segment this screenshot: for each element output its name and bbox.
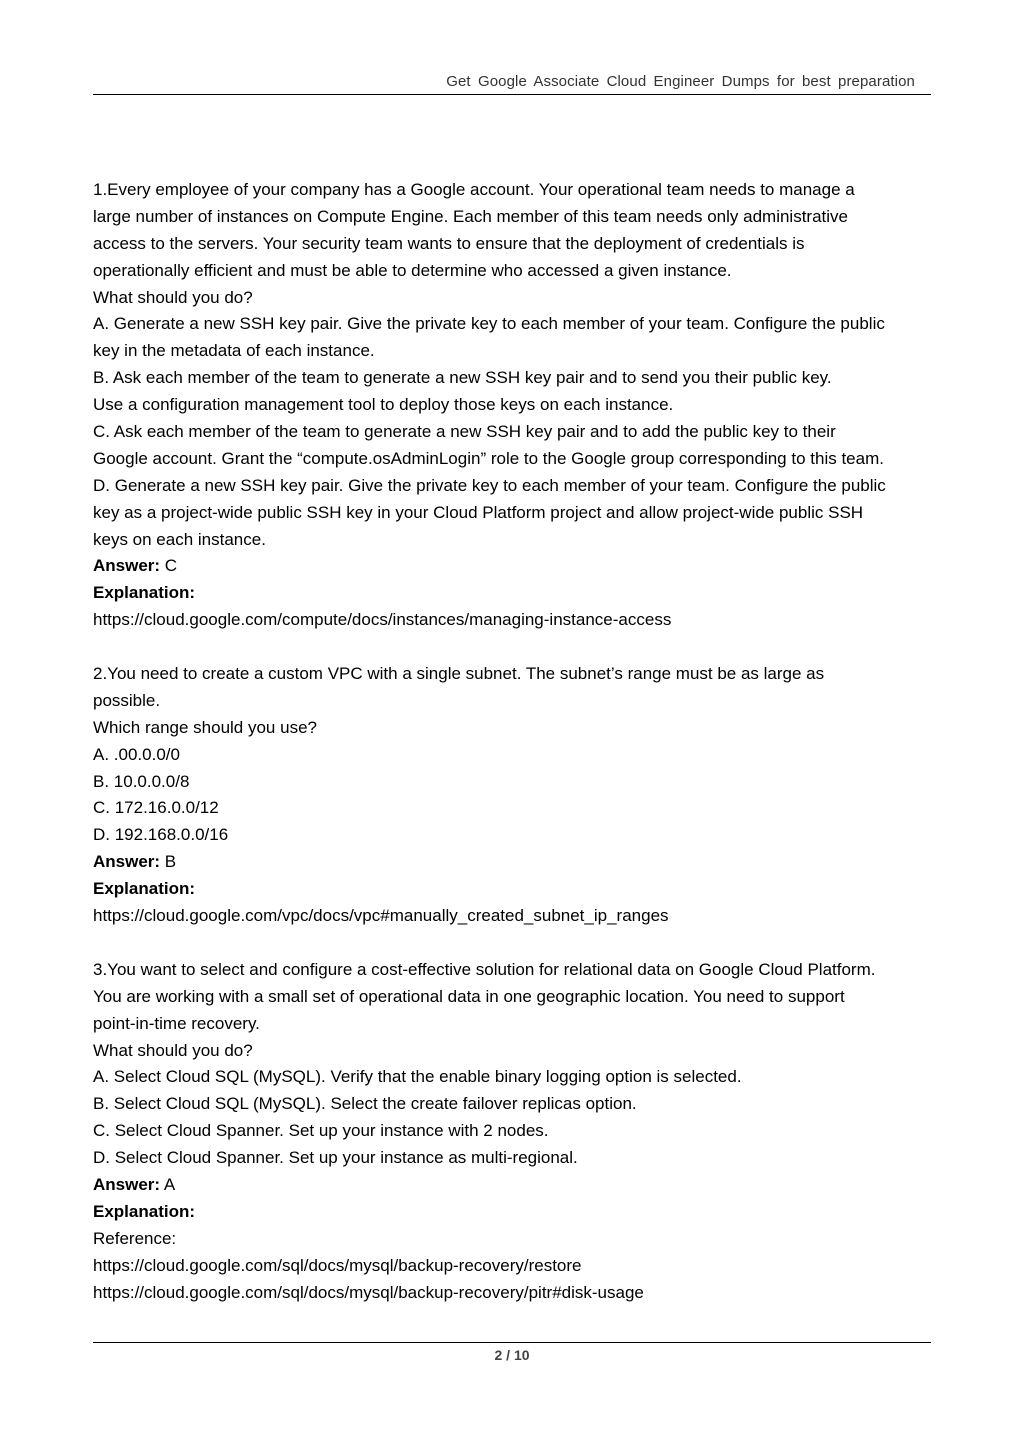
answer-label: Answer:	[93, 556, 161, 576]
option-d-line: D. Generate a new SSH key pair. Give the private key to each member of your team. Configure the public	[93, 475, 886, 495]
page-header	[93, 72, 931, 95]
question-text-line: point-in-time recovery.	[93, 1013, 260, 1033]
spacer	[93, 930, 953, 957]
header-title: Get Google Associate Cloud Engineer Dumps for best preparation	[446, 73, 915, 90]
explanation-link: https://cloud.google.com/sql/docs/mysql/backup-recovery/restore	[93, 1255, 582, 1275]
explanation-label: Explanation:	[93, 879, 196, 899]
option-c-line: C. 172.16.0.0/12	[93, 798, 219, 818]
option-d-line: D. Select Cloud Spanner. Set up your instance as multi-regional.	[93, 1148, 578, 1168]
option-c-line: C. Ask each member of the team to generate a new SSH key pair and to add the public key to their	[93, 422, 836, 442]
explanation-link: https://cloud.google.com/sql/docs/mysql/backup-recovery/pitr#disk-usage	[93, 1282, 644, 1302]
explanation-reference-label: Reference:	[93, 1228, 177, 1248]
question-prompt: Which range should you use?	[93, 717, 317, 737]
question-prompt: What should you do?	[93, 1040, 253, 1060]
answer-line	[93, 1172, 953, 1199]
spacer	[93, 634, 953, 661]
page-number: 2 / 10	[494, 1347, 530, 1363]
option-d-line: key as a project-wide public SSH key in your Cloud Platform project and allow project-wide public SSH	[93, 502, 864, 522]
answer-value: A	[160, 1174, 176, 1194]
option-b-line: B. Ask each member of the team to generate a new SSH key pair and to send you their public key.	[93, 368, 832, 388]
option-c-line: C. Select Cloud Spanner. Set up your instance with 2 nodes.	[93, 1121, 549, 1141]
question-text-line: 3.You want to select and configure a cost-effective solution for relational data on Google Cloud Platform.	[93, 959, 876, 979]
option-d-line: keys on each instance.	[93, 529, 266, 549]
question-text-line: 2.You need to create a custom VPC with a single subnet. The subnet’s range must be as large as	[93, 664, 825, 684]
explanation-link: https://cloud.google.com/compute/docs/instances/managing-instance-access	[93, 610, 672, 630]
option-a-line: A. .00.0.0/0	[93, 744, 180, 764]
question-text-line: access to the servers. Your security team wants to ensure that the deployment of credentials is	[93, 233, 805, 253]
explanation-link: https://cloud.google.com/vpc/docs/vpc#manually_created_subnet_ip_ranges	[93, 906, 669, 926]
answer-label: Answer:	[93, 852, 161, 872]
answer-value: B	[160, 852, 177, 872]
option-a-line: A. Select Cloud SQL (MySQL). Verify that the enable binary logging option is selected.	[93, 1067, 742, 1087]
question-prompt: What should you do?	[93, 287, 253, 307]
option-a-line: A. Generate a new SSH key pair. Give the private key to each member of your team. Configure the public	[93, 314, 885, 334]
explanation-label: Explanation:	[93, 1201, 196, 1221]
option-a-line: key in the metadata of each instance.	[93, 341, 375, 361]
footer-divider	[93, 1342, 931, 1343]
question-3	[93, 957, 953, 1307]
question-2	[93, 661, 953, 930]
answer-line	[93, 849, 953, 876]
question-text-line: possible.	[93, 690, 161, 710]
option-b-line: Use a configuration management tool to deploy those keys on each instance.	[93, 395, 674, 415]
answer-label: Answer:	[93, 1174, 161, 1194]
document-body	[93, 177, 953, 1306]
question-text-line: large number of instances on Compute Engine. Each member of this team needs only administrative	[93, 206, 849, 226]
explanation-label: Explanation:	[93, 583, 196, 603]
option-b-line: B. 10.0.0.0/8	[93, 771, 190, 791]
answer-line	[93, 553, 953, 580]
option-d-line: D. 192.168.0.0/16	[93, 825, 229, 845]
question-text-line: 1.Every employee of your company has a Google account. Your operational team needs to manage a	[93, 180, 855, 199]
question-text-line: operationally efficient and must be able to determine who accessed a given instance.	[93, 260, 732, 280]
option-c-line: Google account. Grant the “compute.osAdminLogin” role to the Google group corresponding to this team.	[93, 448, 884, 468]
question-text-line: You are working with a small set of operational data in one geographic location. You need to support	[93, 986, 845, 1006]
option-b-line: B. Select Cloud SQL (MySQL). Select the create failover replicas option.	[93, 1094, 637, 1114]
answer-value: C	[160, 556, 178, 576]
question-1	[93, 177, 953, 634]
